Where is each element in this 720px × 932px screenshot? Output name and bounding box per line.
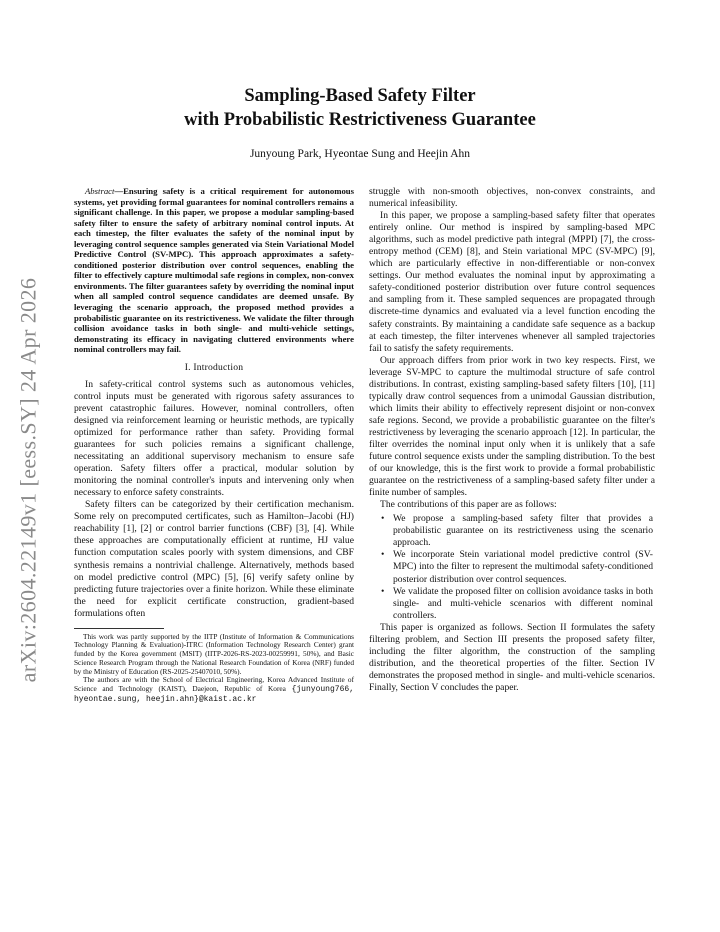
left-column	[74, 186, 354, 704]
abstract-label: Abstract	[85, 186, 115, 196]
author-list: Junyoung Park, Hyeontae Sung and Heejin Ahn	[249, 148, 471, 160]
paper-title	[0, 84, 720, 132]
intro-paragraph-2: Safety filters can be categorized by their certification mechanism. Some rely on precomputed certificates, such as Hamilton–Jacobi (HJ) reachability [1], [2] or control barrier functions (CBF) [3], [4]. While these approaches are computationally efficient at runtime, HJ value function computation scales poorly with system dimensions, and CBF synthesis remains a nontrivial challenge. Alternatively, methods based on model predictive control (MPC) [5], [6] verify safety online by predicting future trajectories over a finite horizon. While these eliminate the need for explicit certificate construction, gradient-based formulations often	[74, 499, 354, 619]
footnote-funding: This work was partly supported by the IITP (Institute of Information & Communications Technology Planning & Evaluation)-ITRC (Information Technology Research Center) grant funded by the Korea government (MSIT) (IITP-2026-RS-2023-00259991, 50%), and Basic Science Research Program through the National Research Foundation of Korea (NRF) funded by the Ministry of Education (RS-2025-25407010, 50%).	[74, 631, 354, 676]
intro-paragraph-3: In this paper, we propose a sampling-based safety filter that operates entirely online. Our method is inspired by sampling-based MPC algorithms, such as model predictive path integral (MPPI) [7], the cross-entropy method (CEM) [8], and Stein variational MPC (SV-MPC) [9], which are particularly effective in non-differentiable or non-convex settings. Our method evaluates the nominal input by approximating a safety-conditioned posterior distribution over future control sequences and sampling from it. These sampled sequences are propagated through discrete-time dynamics and evaluated via a level function encoding the safety constraints. By maintaining a candidate safe sequence as a backup at each timestep, the filter intervenes whenever all sampled trajectories fail to satisfy the safety requirements.	[369, 210, 655, 354]
section-heading-introduction: I. Introduction	[184, 361, 244, 373]
contribution-item: • We propose a sampling-based safety filter that provides a probabilistic guarantee on its restrictiveness using the scenario approach.	[369, 513, 655, 549]
contribution-item: • We incorporate Stein variational model predictive control (SV-MPC) into the filter to represent the multimodal safety-conditioned posterior distribution over control sequences.	[369, 549, 655, 585]
contributions-list	[369, 513, 655, 621]
intro-paragraph-1: In safety-critical control systems such as autonomous vehicles, control inputs must be generated with rigorous safety assurances to prevent catastrophic failures. However, nominal controllers, often designed via reinforcement learning or heuristic methods, are typically optimized for performance rather than safety. Providing formal guarantees for such policies remains a significant challenge, necessitating an additional supervisory mechanism to ensure safe operation. Safety filters offer a practical, modular solution by monitoring the nominal controller's inputs and intervening only when necessary to enforce safety constraints.	[74, 378, 354, 499]
abstract-text: —Ensuring safety is a critical requirement for autonomous systems, yet providing formal guarantees for nominal controllers remains a significant challenge. In this paper, we propose a modular sampling-based safety filter to ensure the safety of arbitrary nominal control inputs. At each timestep, the filter evaluates the safety of the nominal input by leveraging control sequence samples generated via Stein Variational Model Predictive Control (SV-MPC). This approach approximates a safety-conditioned posterior distribution over control sequences, enabling the filter to effectively capture multimodal safe regions in complex, non-convex environments. The filter guarantees safety by overriding the nominal input when all sampled control sequence candidates are deemed unsafe. By leveraging the scenario approach, the proposed method provides a probabilistic guarantee on its restrictiveness. We validate the filter through collision avoidance tasks in both single- and multi-vehicle settings, demonstrating its efficacy in navigating cluttered environments where nominal controllers may fail.	[74, 186, 354, 355]
contributions-lead: The contributions of this paper are as follows:	[380, 499, 557, 511]
title-line-2: with Probabilistic Restrictiveness Guarantee	[184, 110, 536, 130]
affiliation-text: The authors are with the School of Electrical Engineering, Korea Advanced Institute of Science and Technology (KAIST), Daejeon, Republic of Korea	[74, 675, 354, 693]
footnote-divider	[74, 628, 164, 629]
author-emails: {junyoung766, hyeontae.sung, heejin.ahn}@kaist.ac.kr	[74, 684, 354, 704]
footnote-affiliation	[74, 676, 354, 704]
right-column	[369, 186, 655, 694]
intro-paragraph-4: Our approach differs from prior work in two key respects. First, we leverage SV-MPC to capture the multimodal structure of safe control distributions. In contrast, existing sampling-based safety filters [10], [11] typically draw control sequences from a unimodal Gaussian distribution, which limits their ability to effectively represent disjoint or non-convex safe regions. Second, we provide a probabilistic guarantee on the filter's restrictiveness by leveraging the scenario approach [12]. In particular, the filter overrides the nominal input only when it is unlikely that a safe future control sequence exists under the sampling distribution. To the best of our knowledge, this is the first work to provide a formal probabilistic guarantee on the restrictiveness of a sampling-based safety filter under a finite number of samples.	[369, 354, 655, 499]
abstract	[74, 186, 354, 355]
title-line-1: Sampling-Based Safety Filter	[244, 86, 476, 106]
arxiv-identifier-stamp	[8, 200, 48, 760]
arxiv-id-text: arXiv:2604.22149v1 [eess.SY] 24 Apr 2026	[15, 277, 41, 683]
contribution-item: • We validate the proposed filter on collision avoidance tasks in both single- and multi-vehicle scenarios with different nominal controllers.	[369, 586, 655, 622]
organization-paragraph: This paper is organized as follows. Section II formulates the safety filtering problem, and Section III presents the proposed safety filter, including the filter algorithm, the construction of the sampling distribution, and the theoretical properties of the filter. Section IV demonstrates the proposed method in single- and multi-vehicle scenarios. Finally, Section V concludes the paper.	[369, 621, 655, 693]
intro-continuation: struggle with non-smooth objectives, non-convex constraints, and numerical infeasibility.	[369, 186, 655, 210]
